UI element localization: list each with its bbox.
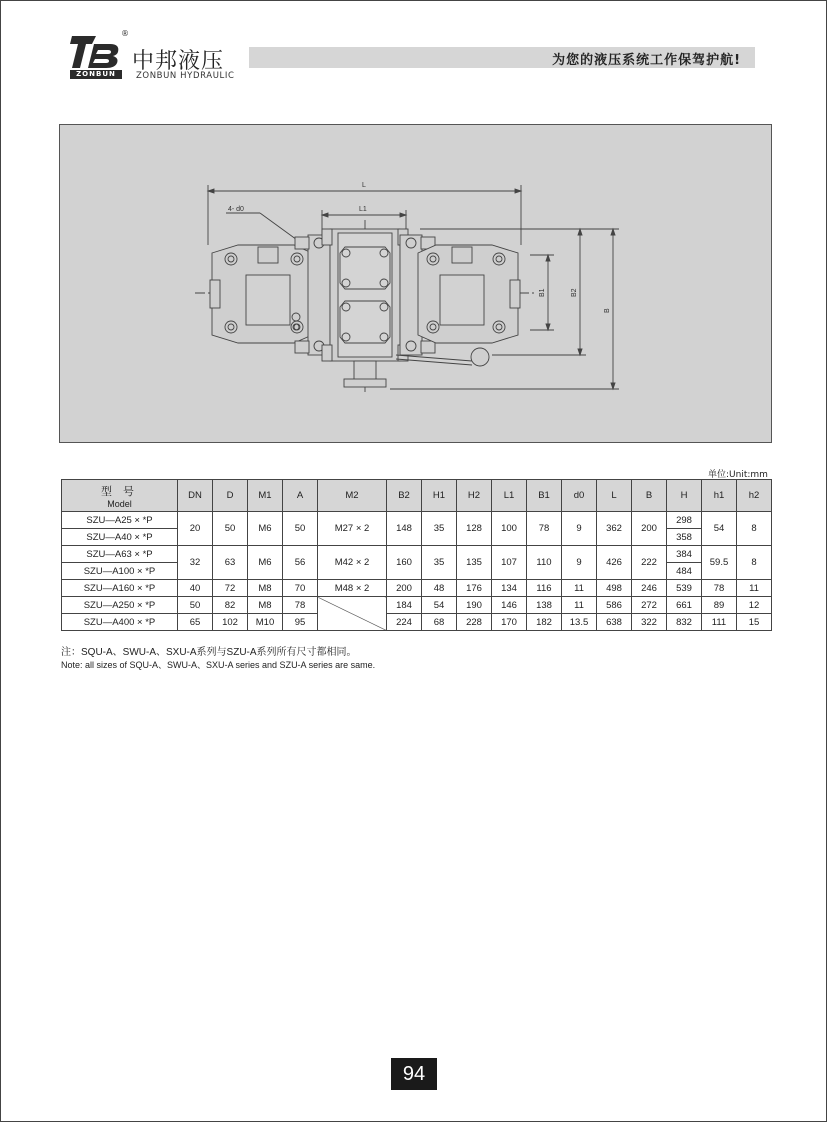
a-cell: 50	[283, 512, 318, 546]
brand-name-en: ZONBUN HYDRAULIC	[136, 71, 235, 81]
d-cell: 63	[213, 546, 248, 580]
b1-cell: 138	[527, 597, 562, 614]
note-cn: 注：SQU-A、SWU-A、SXU-A系列与SZU-A系列所有尺寸都相同。	[61, 647, 357, 658]
header-h2: H2	[457, 480, 492, 512]
model-cell: SZU—A160 × *P	[62, 580, 178, 597]
dim-label-d0: 4- d0	[228, 206, 244, 213]
dn-cell: 50	[178, 597, 213, 614]
header-d: D	[213, 480, 248, 512]
table-row	[62, 614, 772, 631]
b1-cell: 78	[527, 512, 562, 546]
logo-banner: ZONBUN	[70, 70, 122, 79]
model-cell: SZU—A63 × *P	[62, 546, 178, 563]
a-cell: 95	[283, 614, 318, 631]
b2-cell: 148	[387, 512, 422, 546]
d0-cell: 11	[562, 597, 597, 614]
b2-cell: 160	[387, 546, 422, 580]
model-cell: SZU—A40 × *P	[62, 529, 178, 546]
b1-cell: 110	[527, 546, 562, 580]
zb-logo-icon	[70, 32, 122, 72]
b2-cell: 224	[387, 614, 422, 631]
table-row	[62, 546, 772, 563]
slogan-bar	[249, 47, 755, 68]
h2-small-cell: 8	[737, 512, 772, 546]
l1-cell: 100	[492, 512, 527, 546]
header-h1: H1	[422, 480, 457, 512]
h-cell: 358	[667, 529, 702, 546]
a-cell: 70	[283, 580, 318, 597]
m1-cell: M8	[248, 597, 283, 614]
header-h1-small: h1	[702, 480, 737, 512]
technical-drawing	[59, 124, 772, 443]
d0-cell: 13.5	[562, 614, 597, 631]
table-row	[62, 597, 772, 614]
header-l1: L1	[492, 480, 527, 512]
dn-cell: 40	[178, 580, 213, 597]
table-header-row	[62, 480, 772, 512]
d-cell: 72	[213, 580, 248, 597]
l1-cell: 107	[492, 546, 527, 580]
model-cell: SZU—A25 × *P	[62, 512, 178, 529]
h2-small-cell: 8	[737, 546, 772, 580]
m2-cell-empty	[318, 597, 387, 631]
h2-cell: 190	[457, 597, 492, 614]
dim-label-B2: B2	[571, 288, 578, 297]
h1-cell: 48	[422, 580, 457, 597]
dim-label-L: L	[362, 182, 366, 189]
header-a: A	[283, 480, 318, 512]
page-number: 94	[391, 1058, 437, 1090]
m2-cell: M27 × 2	[318, 512, 387, 546]
l1-cell: 134	[492, 580, 527, 597]
header-h: H	[667, 480, 702, 512]
header-model	[62, 480, 178, 512]
filter-assembly-drawing	[60, 125, 771, 442]
h1-small-cell: 111	[702, 614, 737, 631]
h-cell: 832	[667, 614, 702, 631]
note-en: Note: all sizes of SQU-A、SWU-A、SXU-A series and SZU-A series are same.	[61, 660, 376, 670]
h2-small-cell: 11	[737, 580, 772, 597]
l-cell: 426	[597, 546, 632, 580]
header-m2: M2	[318, 480, 387, 512]
header-l: L	[597, 480, 632, 512]
l1-cell: 146	[492, 597, 527, 614]
a-cell: 78	[283, 597, 318, 614]
header-b2: B2	[387, 480, 422, 512]
header-b: B	[632, 480, 667, 512]
b2-cell: 184	[387, 597, 422, 614]
h2-small-cell: 12	[737, 597, 772, 614]
header-h2-small: h2	[737, 480, 772, 512]
m2-cell: M42 × 2	[318, 546, 387, 580]
h2-small-cell: 15	[737, 614, 772, 631]
h2-cell: 128	[457, 512, 492, 546]
b1-cell: 182	[527, 614, 562, 631]
b-cell: 246	[632, 580, 667, 597]
h1-small-cell: 89	[702, 597, 737, 614]
b-cell: 200	[632, 512, 667, 546]
h1-cell: 54	[422, 597, 457, 614]
b2-cell: 200	[387, 580, 422, 597]
m1-cell: M6	[248, 512, 283, 546]
h1-small-cell: 78	[702, 580, 737, 597]
h2-cell: 135	[457, 546, 492, 580]
d-cell: 50	[213, 512, 248, 546]
slogan: 为您的液压系统工作保驾护航!	[552, 53, 741, 68]
b-cell: 322	[632, 614, 667, 631]
l-cell: 638	[597, 614, 632, 631]
brand-name-cn: 中邦液压	[132, 49, 225, 74]
table-row	[62, 580, 772, 597]
header-model-cn: 型 号	[100, 485, 139, 498]
dn-cell: 20	[178, 512, 213, 546]
d0-cell: 9	[562, 512, 597, 546]
dim-label-L1: L1	[359, 206, 367, 213]
h-cell: 384	[667, 546, 702, 563]
h-cell: 484	[667, 563, 702, 580]
d0-cell: 9	[562, 546, 597, 580]
h1-small-cell: 54	[702, 512, 737, 546]
h-cell: 298	[667, 512, 702, 529]
m1-cell: M6	[248, 546, 283, 580]
a-cell: 56	[283, 546, 318, 580]
h-cell: 539	[667, 580, 702, 597]
h1-cell: 35	[422, 546, 457, 580]
dim-label-B1: B1	[539, 288, 546, 297]
header-b1: B1	[527, 480, 562, 512]
h1-cell: 68	[422, 614, 457, 631]
dn-cell: 32	[178, 546, 213, 580]
h2-cell: 228	[457, 614, 492, 631]
h1-cell: 35	[422, 512, 457, 546]
b-cell: 222	[632, 546, 667, 580]
unit-label: 单位:Unit:mm	[708, 470, 768, 480]
spec-table	[61, 479, 772, 631]
m2-cell: M48 × 2	[318, 580, 387, 597]
b-cell: 272	[632, 597, 667, 614]
l-cell: 586	[597, 597, 632, 614]
l-cell: 362	[597, 512, 632, 546]
l-cell: 498	[597, 580, 632, 597]
model-cell: SZU—A250 × *P	[62, 597, 178, 614]
header-m1: M1	[248, 480, 283, 512]
dim-label-B: B	[604, 308, 611, 313]
d0-cell: 11	[562, 580, 597, 597]
d-cell: 82	[213, 597, 248, 614]
header-dn: DN	[178, 480, 213, 512]
dn-cell: 65	[178, 614, 213, 631]
h2-cell: 176	[457, 580, 492, 597]
h-cell: 661	[667, 597, 702, 614]
l1-cell: 170	[492, 614, 527, 631]
d-cell: 102	[213, 614, 248, 631]
model-cell: SZU—A100 × *P	[62, 563, 178, 580]
h1-small-cell: 59.5	[702, 546, 737, 580]
registered-mark: ®	[121, 29, 129, 38]
header-d0: d0	[562, 480, 597, 512]
model-cell: SZU—A400 × *P	[62, 614, 178, 631]
m1-cell: M10	[248, 614, 283, 631]
table-row	[62, 512, 772, 529]
b1-cell: 116	[527, 580, 562, 597]
m1-cell: M8	[248, 580, 283, 597]
header-model-en: Model	[107, 498, 132, 509]
